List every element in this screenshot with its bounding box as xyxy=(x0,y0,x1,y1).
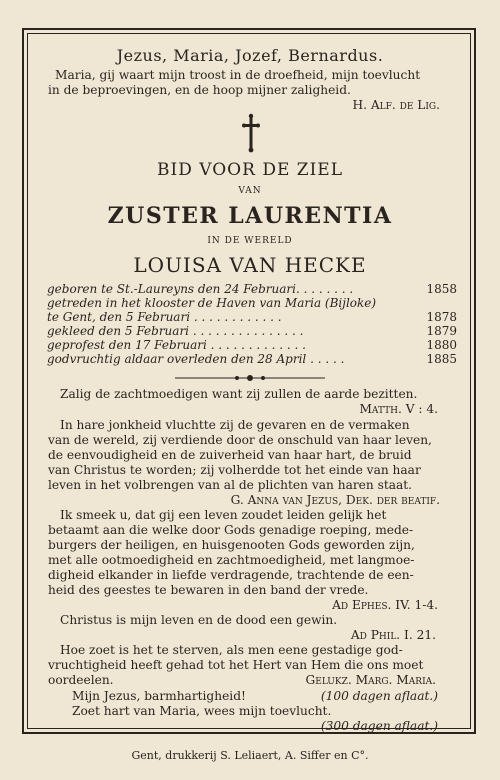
paragraph-1-line: In hare jonkheid vluchtte zij de gevaren en de vermaken xyxy=(60,418,410,432)
invocation-2: Zoet hart van Maria, wees mijn toevlucht. xyxy=(72,704,332,718)
beatitude-text: Zalig de zachtmoedigen want zij zullen de aarde bezitten. xyxy=(60,387,418,401)
paragraph-3-line: oordeelen. xyxy=(48,673,114,687)
bid-voor-heading: BID VOOR DE ZIEL xyxy=(157,160,343,180)
indulgence-2: (300 dagen aflaat.) xyxy=(320,719,438,733)
paragraph-2-line: betaamt aan die welke door Gods genadige roeping, mede- xyxy=(48,523,414,537)
paragraph-3-line: Hoe zoet is het te sterven, als men eene gestadige god- xyxy=(60,643,403,657)
religious-name: ZUSTER LAURENTIA xyxy=(107,203,393,229)
paragraph-2-line: met alle ootmoedigheid en zachtmoedigheid, met langmoe- xyxy=(48,553,415,567)
paragraph-2-line: Ik smeek u, dat gij een leven zoudet leiden gelijk het xyxy=(60,508,387,522)
prayer-attribution: H. Alf. de Lig. xyxy=(352,98,440,112)
paragraph-1-line: de eenvoudigheid en de zuiverheid van haar hart, de bruid xyxy=(48,448,412,462)
beatitude-reference: Matth. V : 4. xyxy=(359,402,438,416)
van-label: VAN xyxy=(238,186,262,196)
civil-name: LOUISA VAN HECKE xyxy=(133,253,367,277)
paragraph-1-line: van de wereld, zij verdiende door de onschuld van haar leven, xyxy=(48,433,432,447)
in-de-wereld-label: IN DE WERELD xyxy=(207,236,293,246)
prayer-line-1: Maria, gij waart mijn troost in de droefheid, mijn toevlucht xyxy=(55,68,421,82)
paragraph-3-line: vruchtigheid heeft gehad tot het Hert van Hem die ons moet xyxy=(48,658,424,672)
paragraph-2-line: digheid elkander in liefde verdragende, trachtende de een- xyxy=(48,568,414,582)
printer-credit: Gent, drukkerij S. Leliaert, A. Siffer en C°. xyxy=(131,749,369,762)
paragraph-2-reference: Ad Ephes. IV. 1-4. xyxy=(332,598,438,612)
divider-ornament xyxy=(175,373,325,383)
paragraph-3-reference: Gelukz. Marg. Maria. xyxy=(305,673,436,687)
christus-reference: Ad Phil. I. 21. xyxy=(350,628,436,642)
date-row: geboren te St.-Laureyns den 24 Februari. . . . . . . . 1858 xyxy=(47,282,457,296)
date-row: gekleed den 5 Februari . . . . . . . . . . . . . . . 1879 xyxy=(47,324,457,338)
paragraph-1-line: leven in het volbrengen van al de plichten van haren staat. xyxy=(48,478,413,492)
paragraph-1-line: van Christus te worden; zij volherdde tot het einde van haar xyxy=(48,463,421,477)
paragraph-2-line: burgers der heiligen, en huisgenooten Gods geworden zijn, xyxy=(48,538,415,552)
indulgence-1: (100 dagen aflaat.) xyxy=(320,689,438,703)
paragraph-2-line: heid des geestes te bewaren in den band der vrede. xyxy=(48,583,369,597)
prayer-line-2: in de beproevingen, en de hoop mijner zaligheid. xyxy=(48,83,351,97)
invocation-1: Mijn Jezus, barmhartigheid! xyxy=(72,689,246,703)
cross-icon xyxy=(242,113,260,153)
paragraph-1-reference: G. Anna van Jezus, Dek. der beatif. xyxy=(230,493,440,507)
date-row: getreden in het klooster de Haven van Maria (Bijloke) xyxy=(47,296,377,310)
date-row: godvruchtig aldaar overleden den 28 April . . . . . 1885 xyxy=(47,352,457,366)
date-row: te Gent, den 5 Februari . . . . . . . . . . . . 1878 xyxy=(47,310,457,324)
date-row: geprofest den 17 Februari . . . . . . . . . . . . . 1880 xyxy=(47,338,457,352)
holy-names-heading: Jezus, Maria, Jozef, Bernardus. xyxy=(116,46,384,65)
christus-quote: Christus is mijn leven en de dood een gewin. xyxy=(60,613,338,627)
